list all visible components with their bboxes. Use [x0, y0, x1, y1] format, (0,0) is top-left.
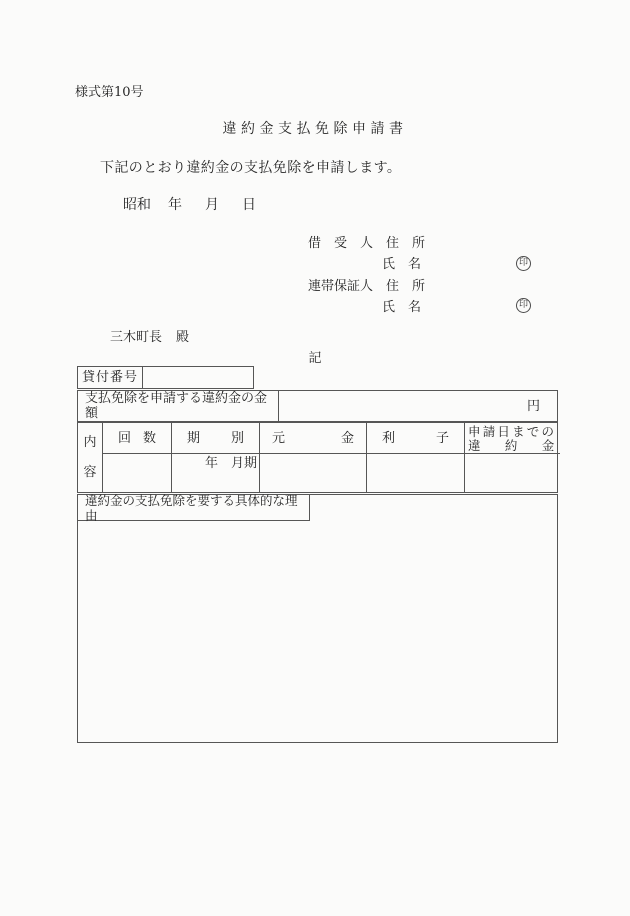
column-header-interest: [367, 423, 465, 454]
date-day-label: 日: [242, 197, 256, 213]
record-marker: 記: [308, 351, 322, 366]
penalty-char: 金: [541, 438, 555, 453]
penalty-char: 約: [504, 438, 518, 453]
guarantor-name-label: 氏 名: [382, 300, 422, 315]
addressee-line: [110, 330, 189, 345]
borrower-seal-icon: [516, 256, 531, 271]
reason-text-area: [78, 521, 557, 742]
side-label-char-top: 内: [83, 435, 97, 451]
date-month-label: 月: [205, 197, 219, 213]
reason-label: 違約金の支払免除を要する具体的な理由: [78, 495, 310, 521]
principal-value-cell: [260, 454, 367, 492]
column-header-penalty-to-date: [465, 423, 560, 454]
document-title: 違約金支払免除申請書: [222, 121, 408, 137]
addressee-honorific: 殿: [176, 330, 190, 345]
reason-table: [77, 494, 558, 743]
interest-char: 子: [435, 430, 449, 446]
period-value-cell: [172, 454, 260, 492]
exemption-amount-table: [77, 390, 558, 422]
principal-char: 元: [272, 430, 286, 446]
addressee-name: 三木町長: [110, 330, 163, 345]
borrower-address-label: 借 受 人 住 所: [308, 236, 426, 251]
date-era-label: 昭和: [123, 197, 151, 213]
detail-side-label: [78, 423, 103, 492]
column-header-period: [172, 423, 260, 454]
intro-sentence: 下記のとおり違約金の支払免除を申請します。: [100, 160, 402, 176]
seal-character: 印: [518, 258, 528, 268]
loan-number-value-cell: [143, 367, 253, 388]
currency-unit-label: 円: [526, 398, 540, 414]
penalty-header-line2: [468, 439, 556, 453]
side-label-char-bottom: 容: [83, 464, 97, 480]
date-year-label: 年: [168, 197, 182, 213]
interest-char: 利: [382, 430, 396, 446]
penalty-detail-table: [77, 422, 558, 493]
seal-character: 印: [518, 300, 528, 310]
column-header-principal: [260, 423, 367, 454]
interest-value-cell: [367, 454, 465, 492]
period-unit-label: 年 月期: [204, 456, 257, 471]
principal-char: 金: [340, 430, 354, 446]
guarantor-seal-icon: [516, 298, 531, 313]
count-char: 数: [142, 430, 156, 446]
count-char: 回: [118, 430, 132, 446]
count-value-cell: [103, 454, 172, 492]
guarantor-address-label: 連帯保証人 住 所: [308, 279, 426, 294]
period-char: 期: [187, 430, 201, 446]
exemption-amount-value-cell: [279, 391, 557, 421]
borrower-name-label: 氏 名: [382, 257, 422, 272]
period-char: 別: [230, 430, 244, 446]
penalty-header-line1: 申請日までの: [468, 424, 557, 439]
penalty-value-cell: [465, 454, 560, 492]
exemption-amount-label: 支払免除を申請する違約金の金額: [78, 391, 279, 421]
date-line: [123, 197, 256, 213]
loan-number-label: 貸付番号: [78, 367, 143, 388]
penalty-char: 違: [468, 438, 481, 453]
loan-number-table: [77, 366, 254, 389]
form-number: 様式第10号: [75, 85, 144, 100]
column-header-count: [103, 423, 172, 454]
